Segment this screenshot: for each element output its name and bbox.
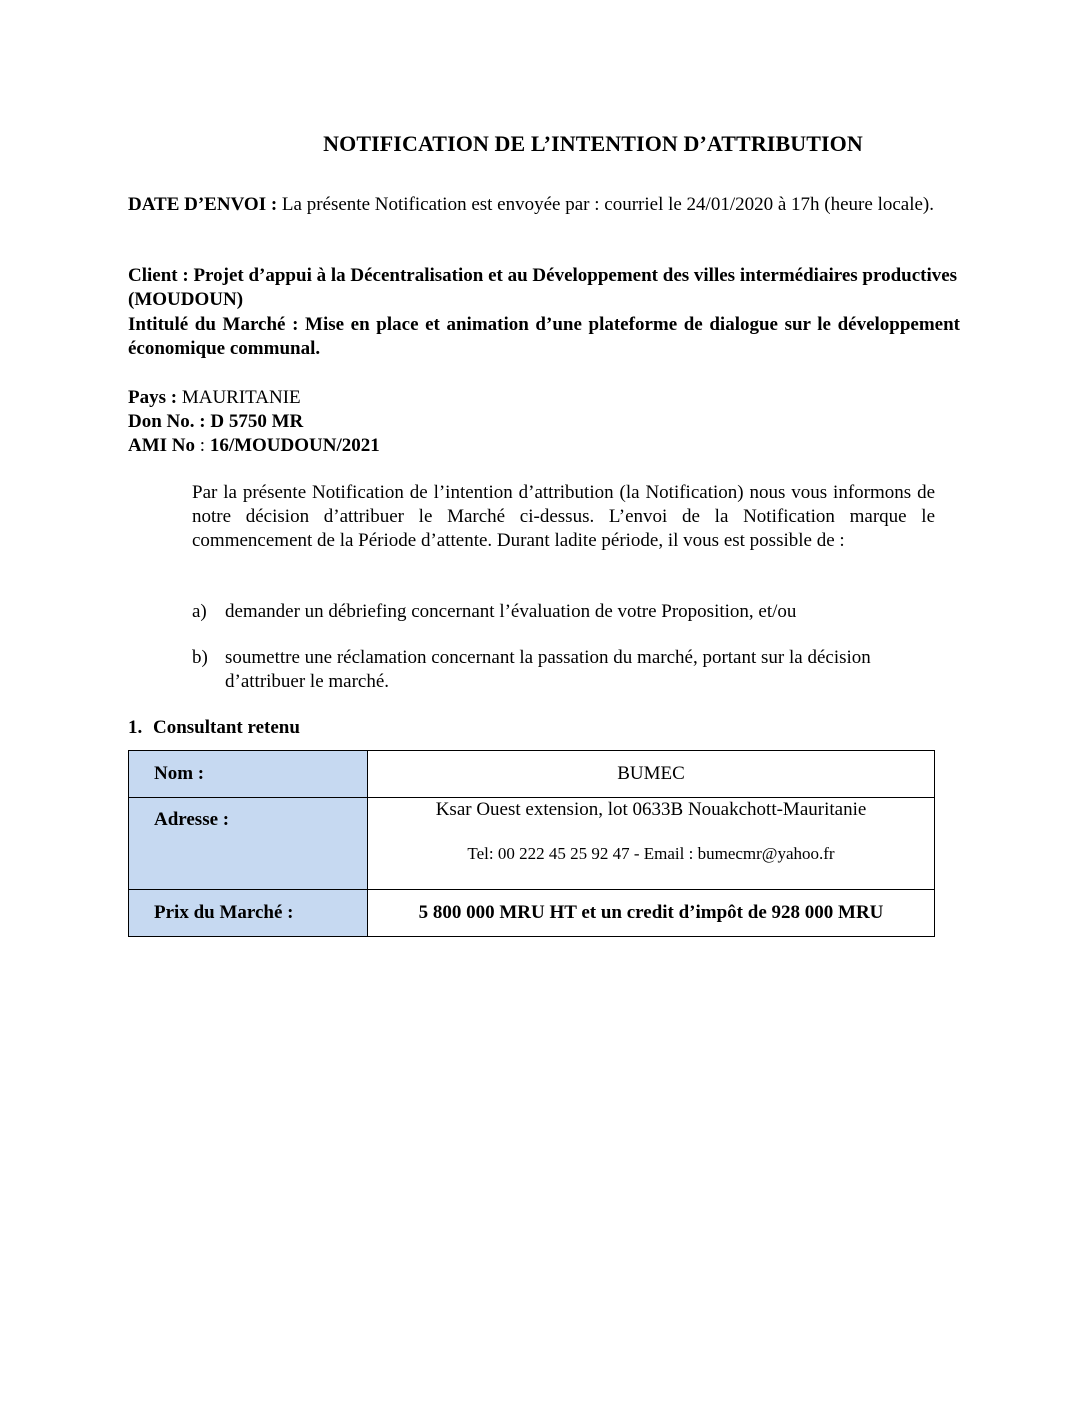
ami-label: AMI No <box>128 435 196 456</box>
pays-label: Pays : <box>128 387 178 408</box>
list-marker: a) <box>192 601 207 622</box>
pays-value: MAURITANIE <box>177 387 301 408</box>
list-item-text: soumettre une réclamation concernant la passation du marché, portant sur la décision d’attribuer le marché. <box>225 647 871 692</box>
table-row <box>129 751 935 798</box>
prix-label: Prix du Marché : <box>154 902 294 923</box>
list-marker: b) <box>192 647 208 668</box>
client-paragraph <box>128 264 960 312</box>
adresse-label: Adresse : <box>154 809 230 830</box>
section-number: 1. <box>128 717 143 738</box>
table-row <box>129 798 935 890</box>
adresse-line1: Ksar Ouest extension, lot 0633B Nouakchott-Mauritanie <box>435 799 867 820</box>
table-cell-label <box>129 751 368 798</box>
list-item-text: demander un débriefing concernant l’évaluation de votre Proposition, et/ou <box>225 601 797 622</box>
table-row <box>129 890 935 937</box>
nom-value: BUMEC <box>617 763 685 784</box>
document-title: NOTIFICATION DE L’INTENTION D’ATTRIBUTION <box>323 131 863 156</box>
intitule-text: Mise en place et animation d’une plateforme de dialogue sur le développement économique communal. <box>128 314 960 359</box>
nom-label: Nom : <box>154 763 205 784</box>
section-title: Consultant retenu <box>153 717 300 738</box>
don-label: Don No. : <box>128 411 206 432</box>
don-line <box>128 410 960 434</box>
adresse-line2: Tel: 00 222 45 25 92 47 - Email : bumecmr@yahoo.fr <box>467 844 835 863</box>
prix-value: 5 800 000 MRU HT et un credit d’impôt de 928 000 MRU <box>418 902 884 923</box>
client-label: Client : <box>128 265 189 286</box>
section-heading-consultant <box>128 716 300 740</box>
table-cell-label <box>129 890 368 937</box>
don-value: D 5750 MR <box>205 411 304 432</box>
date-envoi-label: DATE D’ENVOI : <box>128 194 278 215</box>
ami-value: 16/MOUDOUN/2021 <box>209 435 380 456</box>
table-cell-value <box>368 798 935 890</box>
intitule-label: Intitulé du Marché : <box>128 314 299 335</box>
ami-separator: : <box>195 435 210 456</box>
list-item <box>192 646 935 694</box>
client-text: Projet d’appui à la Décentralisation et au Développement des villes intermédiaires productives (MOUDOUN) <box>128 265 958 310</box>
list-item <box>192 600 935 624</box>
consultant-table <box>128 750 935 937</box>
pays-line <box>128 386 960 410</box>
date-envoi-paragraph <box>128 193 960 217</box>
intitule-paragraph <box>128 313 960 361</box>
ami-line <box>128 434 960 458</box>
table-cell-value <box>368 751 935 798</box>
date-envoi-text: La présente Notification est envoyée par : courriel le 24/01/2020 à 17h (heure locale). <box>277 194 934 215</box>
intro-paragraph: Par la présente Notification de l’intention d’attribution (la Notification) nous vous informons de notre décision d’attribuer le Marché ci-dessus. L’envoi de la Notification marque le commencement de la Période d’attente. Durant ladite période, il vous est possible de : <box>192 482 935 551</box>
table-cell-label <box>129 798 368 890</box>
table-cell-value <box>368 890 935 937</box>
